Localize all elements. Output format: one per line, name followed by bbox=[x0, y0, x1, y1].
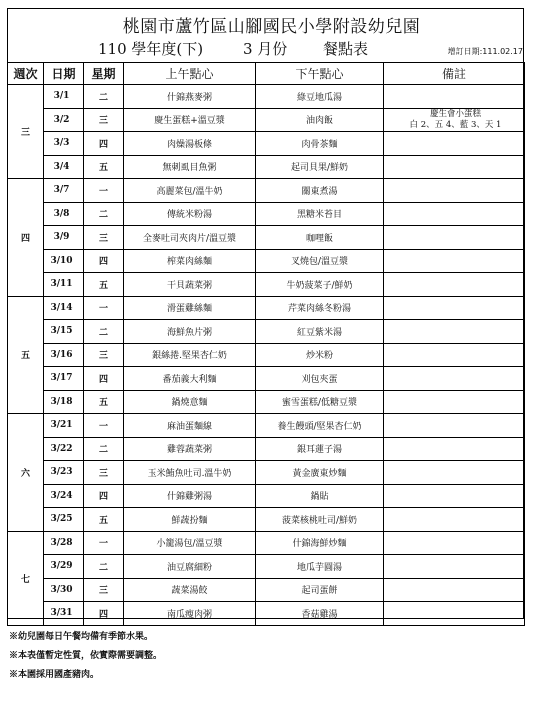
weekday-cell: 四 bbox=[84, 367, 124, 391]
note-text: 慶生會小蛋糕 bbox=[429, 108, 481, 119]
am-snack-cell: 銀絲捲.堅果杏仁奶 bbox=[124, 343, 256, 367]
note-cell bbox=[384, 273, 525, 297]
table-row bbox=[8, 296, 525, 320]
note-cell bbox=[384, 202, 525, 226]
note-cell bbox=[384, 320, 525, 344]
pm-snack-cell: 牛奶菠菜子/鮮奶 bbox=[256, 273, 384, 297]
menu-body bbox=[8, 85, 525, 626]
am-snack-cell: 什錦雞粥湯 bbox=[124, 484, 256, 508]
am-snack-cell: 肉燥湯板條 bbox=[124, 132, 256, 156]
date-cell: 3/9 bbox=[44, 226, 84, 250]
table-row bbox=[8, 602, 525, 626]
pm-snack-cell: 地瓜芋圓湯 bbox=[256, 555, 384, 579]
pm-snack-cell: 炒米粉 bbox=[256, 343, 384, 367]
week-label: 四 bbox=[8, 179, 44, 297]
note-cell bbox=[384, 555, 525, 579]
note-cell bbox=[384, 155, 525, 179]
footer-note: ※幼兒園每日午餐均備有季節水果。 bbox=[9, 632, 154, 642]
table-row bbox=[8, 414, 525, 438]
date-cell: 3/3 bbox=[44, 132, 84, 156]
note-cell bbox=[384, 85, 525, 109]
weekday-cell: 四 bbox=[84, 602, 124, 626]
am-snack-cell: 鍋燒意麵 bbox=[124, 390, 256, 414]
date-cell: 3/31 bbox=[44, 602, 84, 626]
am-snack-cell: 慶生蛋糕+溫豆漿 bbox=[124, 108, 256, 132]
date-cell: 3/29 bbox=[44, 555, 84, 579]
table-row bbox=[8, 108, 525, 132]
date-cell: 3/28 bbox=[44, 531, 84, 555]
date-cell: 3/15 bbox=[44, 320, 84, 344]
note-cell bbox=[384, 179, 525, 203]
week-label: 七 bbox=[8, 531, 44, 625]
weekday-cell: 一 bbox=[84, 296, 124, 320]
table-row bbox=[8, 249, 525, 273]
table-row bbox=[8, 461, 525, 485]
date-cell: 3/23 bbox=[44, 461, 84, 485]
weekday-cell: 五 bbox=[84, 390, 124, 414]
snack-menu-table bbox=[7, 62, 525, 626]
weekday-cell: 二 bbox=[84, 437, 124, 461]
pm-snack-cell: 咖哩飯 bbox=[256, 226, 384, 250]
weekday-cell: 三 bbox=[84, 578, 124, 602]
pm-snack-cell: 關東煮湯 bbox=[256, 179, 384, 203]
date-cell: 3/17 bbox=[44, 367, 84, 391]
school-title: 桃園市蘆竹區山腳國民小學附設幼兒園 bbox=[122, 17, 421, 37]
table-row bbox=[8, 155, 525, 179]
am-snack-cell: 番茄義大利麵 bbox=[124, 367, 256, 391]
pm-snack-cell: 香菇雞湯 bbox=[256, 602, 384, 626]
date-cell: 3/1 bbox=[44, 85, 84, 109]
note-cell bbox=[384, 343, 525, 367]
note-cell bbox=[384, 578, 525, 602]
date-cell: 3/18 bbox=[44, 390, 84, 414]
weekday-cell: 一 bbox=[84, 179, 124, 203]
menu-month: 3 月份 bbox=[243, 40, 288, 58]
footer-note: ※本園採用國產豬肉。 bbox=[9, 670, 100, 680]
date-cell: 3/8 bbox=[44, 202, 84, 226]
note-cell bbox=[384, 437, 525, 461]
weekday-cell: 二 bbox=[84, 202, 124, 226]
table-row bbox=[8, 202, 525, 226]
weekday-cell: 四 bbox=[84, 132, 124, 156]
note-cell bbox=[384, 531, 525, 555]
weekday-cell: 三 bbox=[84, 226, 124, 250]
pm-snack-cell: 綠豆地瓜湯 bbox=[256, 85, 384, 109]
am-snack-cell: 小籠湯包/溫豆漿 bbox=[124, 531, 256, 555]
revision-date: 增訂日期:111.02.17 bbox=[447, 47, 523, 56]
date-cell: 3/24 bbox=[44, 484, 84, 508]
weekday-cell: 五 bbox=[84, 155, 124, 179]
am-snack-cell: 全麥吐司夾肉片/溫豆漿 bbox=[124, 226, 256, 250]
weekday-cell: 五 bbox=[84, 508, 124, 532]
note-cell bbox=[384, 484, 525, 508]
table-row bbox=[8, 555, 525, 579]
table-row bbox=[8, 273, 525, 297]
pm-snack-cell: 油肉飯 bbox=[256, 108, 384, 132]
header-pm-snack: 下午點心 bbox=[256, 63, 384, 85]
table-row bbox=[8, 226, 525, 250]
date-cell: 3/16 bbox=[44, 343, 84, 367]
note-cell bbox=[384, 108, 525, 132]
date-cell: 3/10 bbox=[44, 249, 84, 273]
weekday-cell: 二 bbox=[84, 320, 124, 344]
am-snack-cell: 玉米鮪魚吐司.溫牛奶 bbox=[124, 461, 256, 485]
pm-snack-cell: 芹菜肉絲冬粉湯 bbox=[256, 296, 384, 320]
date-cell: 3/2 bbox=[44, 108, 84, 132]
table-row bbox=[8, 578, 525, 602]
date-cell: 3/22 bbox=[44, 437, 84, 461]
pm-snack-cell: 起司蛋餅 bbox=[256, 578, 384, 602]
note-cell bbox=[384, 414, 525, 438]
weekday-cell: 三 bbox=[84, 108, 124, 132]
pm-snack-cell: 叉燒包/溫豆漿 bbox=[256, 249, 384, 273]
table-row bbox=[8, 132, 525, 156]
weekday-cell: 二 bbox=[84, 85, 124, 109]
am-snack-cell: 干貝蔬菜粥 bbox=[124, 273, 256, 297]
note-cell bbox=[384, 132, 525, 156]
date-cell: 3/11 bbox=[44, 273, 84, 297]
pm-snack-cell: 起司貝果/鮮奶 bbox=[256, 155, 384, 179]
week-label: 五 bbox=[8, 296, 44, 414]
pm-snack-cell: 銀耳蓮子湯 bbox=[256, 437, 384, 461]
table-row bbox=[8, 367, 525, 391]
note-cell bbox=[384, 249, 525, 273]
pm-snack-cell: 鍋貼 bbox=[256, 484, 384, 508]
header-note: 備註 bbox=[384, 63, 525, 85]
pm-snack-cell: 肉骨茶麵 bbox=[256, 132, 384, 156]
am-snack-cell: 滑蛋雞絲麵 bbox=[124, 296, 256, 320]
footer-note: ※本表僅暫定性質，依實際需要調整。 bbox=[9, 651, 163, 661]
am-snack-cell: 雞蓉蔬菜粥 bbox=[124, 437, 256, 461]
am-snack-cell: 鮮蔬扮麵 bbox=[124, 508, 256, 532]
header-am-snack: 上午點心 bbox=[124, 63, 256, 85]
table-row bbox=[8, 343, 525, 367]
header-date: 日期 bbox=[44, 63, 84, 85]
date-cell: 3/30 bbox=[44, 578, 84, 602]
note-detail: 白 2、五 4、藍 3、天 1 bbox=[409, 119, 502, 130]
date-cell: 3/21 bbox=[44, 414, 84, 438]
pm-snack-cell: 養生饅頭/堅果杏仁奶 bbox=[256, 414, 384, 438]
pm-snack-cell: 黑糖米苔目 bbox=[256, 202, 384, 226]
weekday-cell: 三 bbox=[84, 343, 124, 367]
weekday-cell: 三 bbox=[84, 461, 124, 485]
pm-snack-cell: 刈包夾蛋 bbox=[256, 367, 384, 391]
note-cell bbox=[384, 296, 525, 320]
weekday-cell: 五 bbox=[84, 273, 124, 297]
pm-snack-cell: 黃金廣東炒麵 bbox=[256, 461, 384, 485]
note-cell bbox=[384, 367, 525, 391]
note-cell bbox=[384, 226, 525, 250]
am-snack-cell: 無刺虱目魚粥 bbox=[124, 155, 256, 179]
am-snack-cell: 麻油蛋麵線 bbox=[124, 414, 256, 438]
weekday-cell: 一 bbox=[84, 531, 124, 555]
note-cell bbox=[384, 602, 525, 626]
menu-name: 餐點表 bbox=[323, 40, 369, 58]
date-cell: 3/4 bbox=[44, 155, 84, 179]
table-row bbox=[8, 85, 525, 109]
date-cell: 3/14 bbox=[44, 296, 84, 320]
am-snack-cell: 南瓜瘦肉粥 bbox=[124, 602, 256, 626]
school-year: 110 學年度(下) bbox=[98, 40, 204, 58]
header-day: 星期 bbox=[84, 63, 124, 85]
week-label: 三 bbox=[8, 85, 44, 179]
note-cell bbox=[384, 461, 525, 485]
pm-snack-cell: 什錦海鮮炒麵 bbox=[256, 531, 384, 555]
weekday-cell: 二 bbox=[84, 555, 124, 579]
table-header-row bbox=[8, 63, 525, 85]
table-row bbox=[8, 508, 525, 532]
table-row bbox=[8, 437, 525, 461]
am-snack-cell: 海鮮魚片粥 bbox=[124, 320, 256, 344]
table-row bbox=[8, 179, 525, 203]
note-cell bbox=[384, 508, 525, 532]
date-cell: 3/25 bbox=[44, 508, 84, 532]
table-row bbox=[8, 320, 525, 344]
header-week: 週次 bbox=[8, 63, 44, 85]
date-cell: 3/7 bbox=[44, 179, 84, 203]
am-snack-cell: 什錦燕麥粥 bbox=[124, 85, 256, 109]
weekday-cell: 一 bbox=[84, 414, 124, 438]
note-cell bbox=[384, 390, 525, 414]
table-row bbox=[8, 484, 525, 508]
weekday-cell: 四 bbox=[84, 484, 124, 508]
table-row bbox=[8, 531, 525, 555]
pm-snack-cell: 紅豆紫米湯 bbox=[256, 320, 384, 344]
am-snack-cell: 傳統米粉湯 bbox=[124, 202, 256, 226]
am-snack-cell: 蔬菜湯餃 bbox=[124, 578, 256, 602]
pm-snack-cell: 蜜雪蛋糕/低糖豆漿 bbox=[256, 390, 384, 414]
am-snack-cell: 高麗菜包/溫牛奶 bbox=[124, 179, 256, 203]
weekday-cell: 四 bbox=[84, 249, 124, 273]
week-label: 六 bbox=[8, 414, 44, 532]
table-row bbox=[8, 390, 525, 414]
pm-snack-cell: 菠菜核桃吐司/鮮奶 bbox=[256, 508, 384, 532]
am-snack-cell: 榨菜肉絲麵 bbox=[124, 249, 256, 273]
am-snack-cell: 油豆腐細粉 bbox=[124, 555, 256, 579]
